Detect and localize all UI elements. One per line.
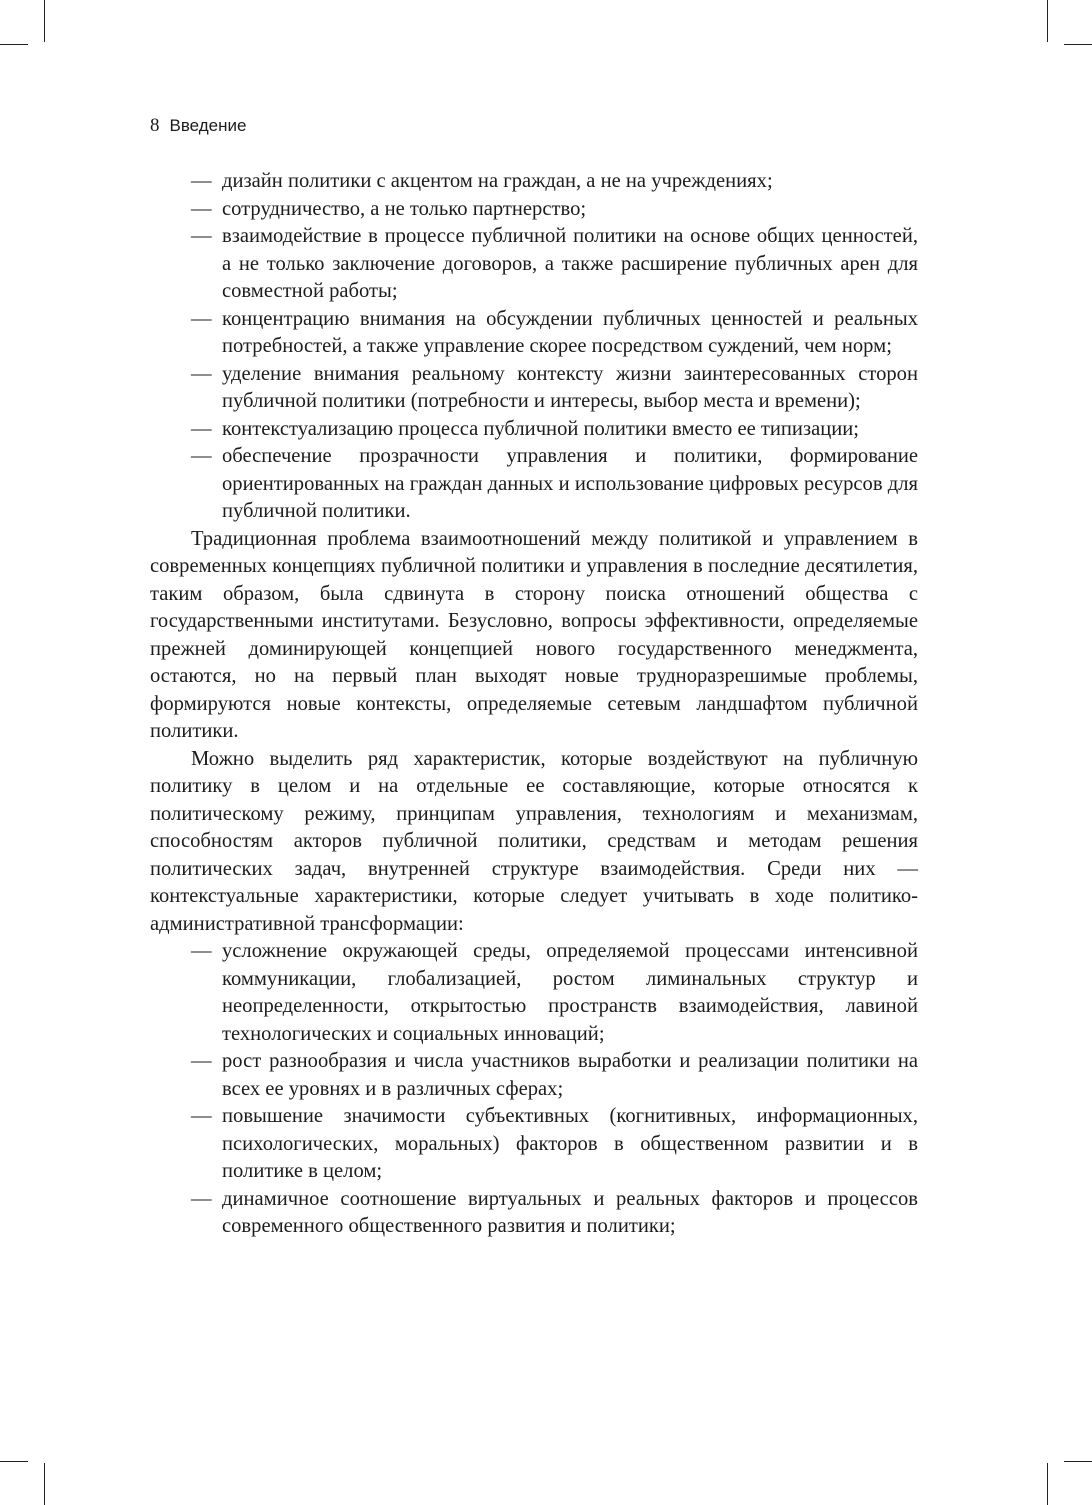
dash-marker: — — [191, 225, 212, 247]
list-item: — дизайн политики с акцентом на граждан, а не на учреждениях; — [150, 168, 918, 196]
dash-marker: — — [191, 1187, 212, 1210]
list-item: — контекстуализацию процесса публичной политики вместо ее типизации; — [150, 416, 918, 444]
dash-marker: — — [191, 197, 212, 220]
list-item: — динамичное соотношение виртуальных и реальных факторов и процессов современного общественного развития и политики; — [191, 1187, 918, 1237]
dash-marker: — — [191, 445, 212, 467]
dash-marker: — — [191, 362, 212, 385]
list-item: — повышение значимости субъективных (когнитивных, информационных, психологических, моральных) факторов в общественном развитии и в политике в целом; — [191, 1105, 918, 1182]
list-item: — обеспечение прозрачности управления и политики, формирование ориентированных на граждан данных и использование цифровых ресурсов для публичной политики. — [191, 445, 918, 522]
dash-marker: — — [191, 1105, 212, 1127]
crop-mark — [1064, 1461, 1092, 1462]
crop-mark — [44, 0, 45, 42]
dash-marker: — — [191, 417, 212, 440]
paragraph: Можно выделить ряд характеристик, которые воздействуют на публичную политику в целом и на отдельные ее составляющие, которые относятся к политическому режиму, принципам управления, технологиям и механизмам, способностям акторов публичной политики, средствам и методам решения политических задач, внутренней структуре взаимодействия. Среди них — контекстуальные характеристики, которые следует учитывать в ходе политико-административной трансформации: — [150, 747, 918, 935]
running-head — [150, 114, 246, 138]
list-item: — сотрудничество, а не только партнерство; — [150, 196, 918, 224]
bullet-list-2 — [150, 938, 918, 1241]
dash-marker: — — [191, 940, 212, 962]
crop-mark — [1047, 0, 1048, 42]
crop-mark — [0, 44, 28, 45]
list-item: — усложнение окружающей среды, определяемой процессами интенсивной коммуникации, глобализацией, ростом лиминальных структур и неопределенности, открытостью пространств взаимодействия, лавиной технологических и социальных инноваций; — [191, 940, 918, 1045]
bullet-list-1 — [150, 168, 918, 526]
list-item: — рост разнообразия и числа участников выработки и реализации политики на всех ее уровнях и в различных сферах; — [191, 1050, 918, 1100]
crop-mark — [1047, 1463, 1048, 1505]
dash-marker: — — [191, 307, 212, 330]
crop-mark — [1064, 44, 1092, 45]
section-title: Введение — [169, 116, 247, 135]
paragraph: Традиционная проблема взаимоотношений между политикой и управлением в современных концепциях публичной политики и управления в последние десятилетия, таким образом, была сдвинута в сторону поиска отношений общества с государственными институтами. Безусловно, вопросы эффективности, определяемые прежней доминирующей концепцией нового государственного менеджмента, остаются, но на первый план выходят новые трудноразрешимые проблемы, формируются новые контексты, определяемые сетевым ландшафтом публичной политики. — [150, 527, 918, 742]
list-item: — концентрацию внимания на обсуждении публичных ценностей и реальных потребностей, а также управление скорее посредством суждений, чем норм; — [191, 307, 918, 357]
page-number: 8 — [150, 115, 160, 136]
list-item: — взаимодействие в процессе публичной политики на основе общих ценностей, а не только заключение договоров, а также расширение публичных арен для совместной работы; — [191, 225, 918, 302]
list-item: — уделение внимания реальному контексту жизни заинтересованных сторон публичной политики (потребности и интересы, выбор места и времени); — [191, 362, 918, 412]
dash-marker: — — [191, 170, 212, 192]
dash-marker: — — [191, 1050, 212, 1072]
crop-mark — [44, 1463, 45, 1505]
crop-mark — [0, 1461, 28, 1462]
page-body — [150, 168, 918, 1241]
